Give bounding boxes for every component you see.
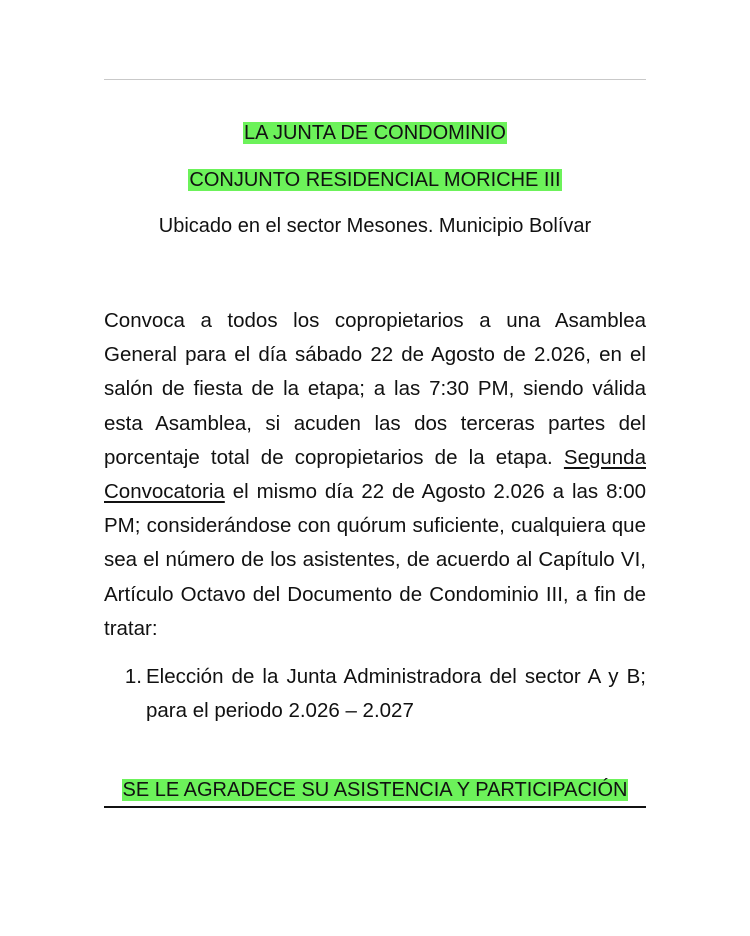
agenda-item-text: Elección de la Junta Administradora del sector A y B; para el periodo 2.026 – 2.027 <box>146 665 646 723</box>
location-subtitle: Ubicado en el sector Mesones. Municipio Bolívar <box>158 215 592 237</box>
closing-line <box>104 775 646 805</box>
header-divider <box>104 79 646 80</box>
closing-text: SE LE AGRADECE SU ASISTENCIA Y PARTICIPACIÓN <box>122 779 628 801</box>
agenda-list <box>104 660 646 728</box>
heading-line-1 <box>104 119 646 147</box>
agenda-item-number: 1. <box>124 665 142 688</box>
heading-line-1-text: LA JUNTA DE CONDOMINIO <box>244 122 506 144</box>
agenda-item <box>104 660 646 728</box>
announcement-paragraph <box>104 304 646 646</box>
heading-line-2 <box>104 166 646 194</box>
paragraph-text-end: el mismo día 22 de Agosto 2.026 a las 8:00 PM; considerándose con quórum suficiente, cualquiera que sea el número de los asistentes, de acuerdo al Capítulo VI, Artículo Octavo del Documento de Condominio III, a fin de tratar: <box>104 480 646 640</box>
second-call-label: Segunda Convocatoria <box>104 445 646 504</box>
paragraph-text-start: Convoca a todos los copropietarios a una Asamblea General para el día sábado 22 de Agosto de 2.026, en el salón de fiesta de la etapa; a las 7:30 PM, siendo válida esta Asamblea, si acuden las dos terceras partes del porcentaje total de copropietarios de la etapa. <box>104 309 646 469</box>
heading-line-2-text: CONJUNTO RESIDENCIAL MORICHE III <box>189 169 561 191</box>
closing-underline <box>104 806 646 808</box>
